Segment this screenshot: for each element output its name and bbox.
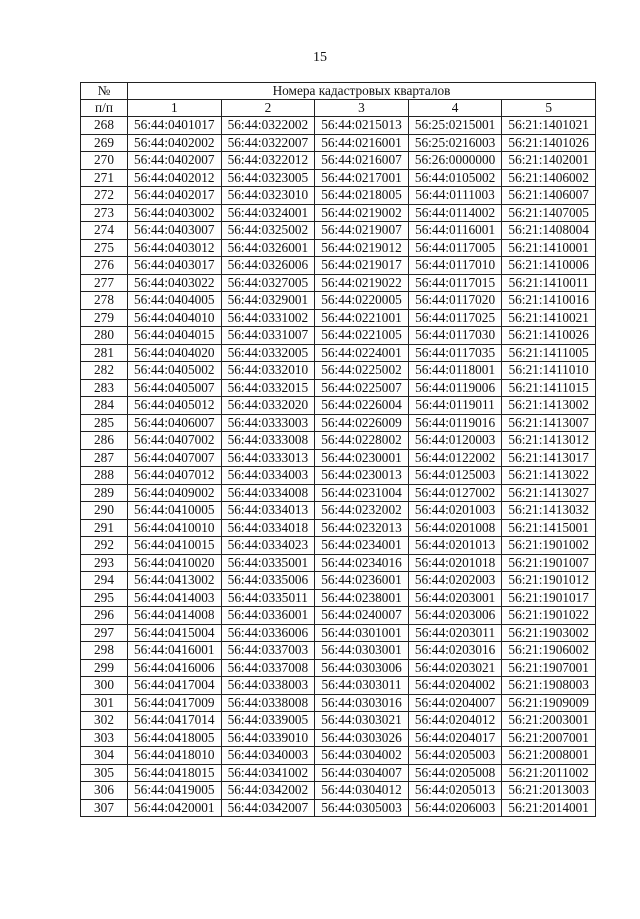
cadastral-number-cell: 56:44:0410015 (128, 537, 222, 555)
cadastral-number-cell: 56:44:0323010 (221, 187, 315, 205)
row-number-cell: 285 (81, 414, 128, 432)
cadastral-number-cell: 56:21:1411015 (502, 379, 596, 397)
row-number-cell: 294 (81, 572, 128, 590)
cadastral-number-cell: 56:21:1901017 (502, 589, 596, 607)
header-row-columns (81, 100, 596, 117)
cadastral-number-cell: 56:44:0413002 (128, 572, 222, 590)
cadastral-number-cell: 56:44:0205003 (408, 747, 502, 765)
table-row (81, 397, 596, 415)
row-number-cell: 277 (81, 274, 128, 292)
cadastral-number-cell: 56:44:0304012 (315, 782, 409, 800)
cadastral-number-cell: 56:44:0117010 (408, 257, 502, 275)
cadastral-number-cell: 56:44:0203016 (408, 642, 502, 660)
cadastral-number-cell: 56:44:0401017 (128, 117, 222, 135)
row-number-cell: 276 (81, 257, 128, 275)
cadastral-number-cell: 56:44:0105002 (408, 169, 502, 187)
cadastral-number-cell: 56:44:0416001 (128, 642, 222, 660)
row-number-cell: 296 (81, 607, 128, 625)
cadastral-number-cell: 56:44:0117035 (408, 344, 502, 362)
cadastral-number-cell: 56:44:0404005 (128, 292, 222, 310)
cadastral-number-cell: 56:44:0205013 (408, 782, 502, 800)
row-number-cell: 273 (81, 204, 128, 222)
table-row (81, 117, 596, 135)
cadastral-number-cell: 56:44:0122002 (408, 449, 502, 467)
table-row (81, 239, 596, 257)
cadastral-number-cell: 56:44:0322002 (221, 117, 315, 135)
column-number: 2 (221, 100, 315, 117)
cadastral-number-cell: 56:44:0238001 (315, 589, 409, 607)
cadastral-number-cell: 56:44:0221005 (315, 327, 409, 345)
cadastral-number-cell: 56:44:0117005 (408, 239, 502, 257)
row-number-cell: 305 (81, 764, 128, 782)
cadastral-number-cell: 56:26:0000000 (408, 152, 502, 170)
cadastral-number-cell: 56:25:0216003 (408, 134, 502, 152)
cadastral-number-cell: 56:21:1901022 (502, 607, 596, 625)
cadastral-number-cell: 56:44:0305003 (315, 799, 409, 817)
cadastral-number-cell: 56:21:1410026 (502, 327, 596, 345)
table-row (81, 432, 596, 450)
cadastral-quarters-table (80, 82, 596, 817)
cadastral-number-cell: 56:44:0303001 (315, 642, 409, 660)
table-row (81, 729, 596, 747)
table-row (81, 607, 596, 625)
cadastral-number-cell: 56:44:0403007 (128, 222, 222, 240)
row-number-cell: 272 (81, 187, 128, 205)
table-row (81, 344, 596, 362)
row-number-cell: 283 (81, 379, 128, 397)
cadastral-number-cell: 56:44:0332020 (221, 397, 315, 415)
header-pp: п/п (81, 100, 128, 117)
cadastral-number-cell: 56:44:0410010 (128, 519, 222, 537)
cadastral-number-cell: 56:21:1406007 (502, 187, 596, 205)
cadastral-number-cell: 56:44:0414003 (128, 589, 222, 607)
cadastral-number-cell: 56:21:1413017 (502, 449, 596, 467)
cadastral-number-cell: 56:44:0119011 (408, 397, 502, 415)
table-row (81, 747, 596, 765)
cadastral-number-cell: 56:44:0203001 (408, 589, 502, 607)
cadastral-number-cell: 56:44:0418005 (128, 729, 222, 747)
cadastral-number-cell: 56:44:0111003 (408, 187, 502, 205)
row-number-cell: 303 (81, 729, 128, 747)
cadastral-number-cell: 56:21:1413007 (502, 414, 596, 432)
row-number-cell: 275 (81, 239, 128, 257)
cadastral-number-cell: 56:21:1908003 (502, 677, 596, 695)
cadastral-number-cell: 56:44:0402002 (128, 134, 222, 152)
cadastral-number-cell: 56:44:0224001 (315, 344, 409, 362)
row-number-cell: 292 (81, 537, 128, 555)
table-row (81, 327, 596, 345)
table-row (81, 152, 596, 170)
cadastral-number-cell: 56:44:0326001 (221, 239, 315, 257)
table-row (81, 379, 596, 397)
cadastral-number-cell: 56:21:1413032 (502, 502, 596, 520)
row-number-cell: 279 (81, 309, 128, 327)
row-number-cell: 301 (81, 694, 128, 712)
row-number-cell: 293 (81, 554, 128, 572)
table-row (81, 309, 596, 327)
table-row (81, 222, 596, 240)
row-number-cell: 297 (81, 624, 128, 642)
cadastral-number-cell: 56:44:0403002 (128, 204, 222, 222)
cadastral-number-cell: 56:44:0225007 (315, 379, 409, 397)
cadastral-number-cell: 56:44:0217001 (315, 169, 409, 187)
table-row (81, 467, 596, 485)
row-number-cell: 269 (81, 134, 128, 152)
row-number-cell: 291 (81, 519, 128, 537)
table-row (81, 694, 596, 712)
cadastral-number-cell: 56:44:0232013 (315, 519, 409, 537)
cadastral-number-cell: 56:44:0334008 (221, 484, 315, 502)
cadastral-number-cell: 56:44:0341002 (221, 764, 315, 782)
cadastral-number-cell: 56:44:0409002 (128, 484, 222, 502)
cadastral-number-cell: 56:21:1410011 (502, 274, 596, 292)
header-cadastral-quarters: Номера кадастровых кварталов (128, 83, 596, 100)
table-row (81, 589, 596, 607)
cadastral-number-cell: 56:21:1901002 (502, 537, 596, 555)
cadastral-number-cell: 56:21:2007001 (502, 729, 596, 747)
table-row (81, 292, 596, 310)
cadastral-number-cell: 56:44:0333008 (221, 432, 315, 450)
cadastral-number-cell: 56:44:0326006 (221, 257, 315, 275)
cadastral-number-cell: 56:44:0338003 (221, 677, 315, 695)
cadastral-number-cell: 56:44:0331002 (221, 309, 315, 327)
header-row-group (81, 83, 596, 100)
table-row (81, 519, 596, 537)
cadastral-number-cell: 56:44:0216001 (315, 134, 409, 152)
cadastral-number-cell: 56:44:0332010 (221, 362, 315, 380)
cadastral-number-cell: 56:44:0405007 (128, 379, 222, 397)
cadastral-number-cell: 56:44:0204007 (408, 694, 502, 712)
table-row (81, 449, 596, 467)
row-number-cell: 300 (81, 677, 128, 695)
table-row (81, 572, 596, 590)
table-row (81, 187, 596, 205)
cadastral-number-cell: 56:44:0405012 (128, 397, 222, 415)
cadastral-number-cell: 56:44:0234001 (315, 537, 409, 555)
page-number: 15 (313, 50, 327, 65)
cadastral-number-cell: 56:44:0116001 (408, 222, 502, 240)
cadastral-number-cell: 56:44:0410005 (128, 502, 222, 520)
cadastral-number-cell: 56:44:0219022 (315, 274, 409, 292)
cadastral-number-cell: 56:44:0403022 (128, 274, 222, 292)
cadastral-number-cell: 56:44:0219002 (315, 204, 409, 222)
cadastral-number-cell: 56:44:0117030 (408, 327, 502, 345)
cadastral-number-cell: 56:21:2003001 (502, 712, 596, 730)
cadastral-number-cell: 56:44:0337003 (221, 642, 315, 660)
cadastral-number-cell: 56:44:0120003 (408, 432, 502, 450)
cadastral-number-cell: 56:44:0201018 (408, 554, 502, 572)
cadastral-number-cell: 56:44:0417009 (128, 694, 222, 712)
cadastral-number-cell: 56:44:0220005 (315, 292, 409, 310)
cadastral-number-cell: 56:44:0332015 (221, 379, 315, 397)
row-number-cell: 287 (81, 449, 128, 467)
cadastral-number-cell: 56:44:0336001 (221, 607, 315, 625)
cadastral-number-cell: 56:44:0417014 (128, 712, 222, 730)
cadastral-number-cell: 56:44:0201003 (408, 502, 502, 520)
cadastral-number-cell: 56:44:0404020 (128, 344, 222, 362)
cadastral-number-cell: 56:44:0329001 (221, 292, 315, 310)
cadastral-number-cell: 56:44:0231004 (315, 484, 409, 502)
cadastral-number-cell: 56:44:0226009 (315, 414, 409, 432)
cadastral-number-cell: 56:44:0226004 (315, 397, 409, 415)
row-number-cell: 268 (81, 117, 128, 135)
cadastral-number-cell: 56:44:0340003 (221, 747, 315, 765)
cadastral-number-cell: 56:44:0234016 (315, 554, 409, 572)
cadastral-number-cell: 56:44:0336006 (221, 624, 315, 642)
table-row (81, 659, 596, 677)
cadastral-number-cell: 56:44:0218005 (315, 187, 409, 205)
column-number: 4 (408, 100, 502, 117)
row-number-cell: 278 (81, 292, 128, 310)
cadastral-number-cell: 56:21:1411010 (502, 362, 596, 380)
cadastral-number-cell: 56:44:0117020 (408, 292, 502, 310)
cadastral-number-cell: 56:44:0303006 (315, 659, 409, 677)
cadastral-number-cell: 56:44:0203021 (408, 659, 502, 677)
cadastral-number-cell: 56:44:0204017 (408, 729, 502, 747)
cadastral-number-cell: 56:44:0322012 (221, 152, 315, 170)
cadastral-number-cell: 56:44:0219007 (315, 222, 409, 240)
cadastral-number-cell: 56:44:0117025 (408, 309, 502, 327)
column-number: 3 (315, 100, 409, 117)
cadastral-number-cell: 56:21:2008001 (502, 747, 596, 765)
cadastral-number-cell: 56:21:2014001 (502, 799, 596, 817)
cadastral-number-cell: 56:44:0125003 (408, 467, 502, 485)
table-row (81, 642, 596, 660)
cadastral-number-cell: 56:44:0419005 (128, 782, 222, 800)
cadastral-number-cell: 56:21:1909009 (502, 694, 596, 712)
cadastral-number-cell: 56:44:0201008 (408, 519, 502, 537)
cadastral-number-cell: 56:44:0339010 (221, 729, 315, 747)
row-number-cell: 307 (81, 799, 128, 817)
cadastral-number-cell: 56:44:0303021 (315, 712, 409, 730)
cadastral-number-cell: 56:21:1903002 (502, 624, 596, 642)
cadastral-number-cell: 56:44:0127002 (408, 484, 502, 502)
cadastral-number-cell: 56:44:0342002 (221, 782, 315, 800)
cadastral-number-cell: 56:44:0228002 (315, 432, 409, 450)
cadastral-number-cell: 56:44:0337008 (221, 659, 315, 677)
cadastral-number-cell: 56:21:2011002 (502, 764, 596, 782)
cadastral-number-cell: 56:21:1410016 (502, 292, 596, 310)
cadastral-number-cell: 56:44:0119016 (408, 414, 502, 432)
cadastral-number-cell: 56:21:1408004 (502, 222, 596, 240)
table-row (81, 134, 596, 152)
row-number-cell: 274 (81, 222, 128, 240)
column-number: 1 (128, 100, 222, 117)
cadastral-number-cell: 56:21:1410021 (502, 309, 596, 327)
cadastral-number-cell: 56:21:2013003 (502, 782, 596, 800)
cadastral-number-cell: 56:44:0418015 (128, 764, 222, 782)
cadastral-number-cell: 56:44:0230013 (315, 467, 409, 485)
cadastral-number-cell: 56:44:0335006 (221, 572, 315, 590)
table-body (81, 117, 596, 817)
cadastral-number-cell: 56:25:0215001 (408, 117, 502, 135)
cadastral-number-cell: 56:44:0240007 (315, 607, 409, 625)
cadastral-number-cell: 56:44:0420001 (128, 799, 222, 817)
cadastral-number-cell: 56:21:1415001 (502, 519, 596, 537)
table-row (81, 414, 596, 432)
table-row (81, 799, 596, 817)
row-number-cell: 281 (81, 344, 128, 362)
cadastral-number-cell: 56:44:0417004 (128, 677, 222, 695)
cadastral-number-cell: 56:44:0402007 (128, 152, 222, 170)
cadastral-number-cell: 56:21:1402001 (502, 152, 596, 170)
row-number-cell: 298 (81, 642, 128, 660)
cadastral-number-cell: 56:21:1411005 (502, 344, 596, 362)
cadastral-number-cell: 56:44:0332005 (221, 344, 315, 362)
cadastral-number-cell: 56:44:0201013 (408, 537, 502, 555)
row-number-cell: 295 (81, 589, 128, 607)
table-row (81, 554, 596, 572)
cadastral-number-cell: 56:44:0303011 (315, 677, 409, 695)
row-number-cell: 284 (81, 397, 128, 415)
row-number-cell: 280 (81, 327, 128, 345)
cadastral-number-cell: 56:44:0206003 (408, 799, 502, 817)
cadastral-number-cell: 56:21:1406002 (502, 169, 596, 187)
table-row (81, 782, 596, 800)
cadastral-number-cell: 56:44:0410020 (128, 554, 222, 572)
table-row (81, 677, 596, 695)
cadastral-number-cell: 56:44:0334013 (221, 502, 315, 520)
cadastral-number-cell: 56:44:0117015 (408, 274, 502, 292)
cadastral-number-cell: 56:44:0114002 (408, 204, 502, 222)
cadastral-number-cell: 56:44:0225002 (315, 362, 409, 380)
cadastral-number-cell: 56:44:0402012 (128, 169, 222, 187)
cadastral-number-cell: 56:44:0334018 (221, 519, 315, 537)
table-row (81, 274, 596, 292)
cadastral-number-cell: 56:44:0404010 (128, 309, 222, 327)
cadastral-number-cell: 56:44:0304002 (315, 747, 409, 765)
cadastral-number-cell: 56:44:0334003 (221, 467, 315, 485)
table-row (81, 484, 596, 502)
cadastral-number-cell: 56:44:0405002 (128, 362, 222, 380)
cadastral-number-cell: 56:21:1413012 (502, 432, 596, 450)
cadastral-number-cell: 56:44:0236001 (315, 572, 409, 590)
cadastral-number-cell: 56:44:0327005 (221, 274, 315, 292)
cadastral-number-cell: 56:21:1410001 (502, 239, 596, 257)
cadastral-number-cell: 56:44:0303026 (315, 729, 409, 747)
cadastral-number-cell: 56:21:1907001 (502, 659, 596, 677)
cadastral-number-cell: 56:44:0342007 (221, 799, 315, 817)
cadastral-number-cell: 56:44:0407012 (128, 467, 222, 485)
cadastral-number-cell: 56:44:0333013 (221, 449, 315, 467)
cadastral-number-cell: 56:44:0406007 (128, 414, 222, 432)
table-row (81, 624, 596, 642)
cadastral-number-cell: 56:21:1413002 (502, 397, 596, 415)
cadastral-number-cell: 56:21:1413027 (502, 484, 596, 502)
cadastral-number-cell: 56:44:0331007 (221, 327, 315, 345)
cadastral-number-cell: 56:21:1906002 (502, 642, 596, 660)
row-number-cell: 299 (81, 659, 128, 677)
cadastral-number-cell: 56:44:0230001 (315, 449, 409, 467)
cadastral-number-cell: 56:21:1401026 (502, 134, 596, 152)
table-row (81, 169, 596, 187)
table-row (81, 204, 596, 222)
cadastral-number-cell: 56:44:0204002 (408, 677, 502, 695)
cadastral-number-cell: 56:44:0219012 (315, 239, 409, 257)
cadastral-number-cell: 56:44:0414008 (128, 607, 222, 625)
header-number-sign: № (81, 83, 128, 100)
cadastral-number-cell: 56:44:0216007 (315, 152, 409, 170)
row-number-cell: 270 (81, 152, 128, 170)
cadastral-number-cell: 56:44:0119006 (408, 379, 502, 397)
cadastral-number-cell: 56:44:0403012 (128, 239, 222, 257)
cadastral-number-cell: 56:44:0339005 (221, 712, 315, 730)
cadastral-number-cell: 56:44:0304007 (315, 764, 409, 782)
cadastral-number-cell: 56:44:0335011 (221, 589, 315, 607)
cadastral-number-cell: 56:44:0215013 (315, 117, 409, 135)
cadastral-number-cell: 56:44:0232002 (315, 502, 409, 520)
row-number-cell: 290 (81, 502, 128, 520)
cadastral-number-cell: 56:44:0407002 (128, 432, 222, 450)
row-number-cell: 289 (81, 484, 128, 502)
row-number-cell: 302 (81, 712, 128, 730)
cadastral-number-cell: 56:44:0205008 (408, 764, 502, 782)
cadastral-number-cell: 56:44:0335001 (221, 554, 315, 572)
cadastral-number-cell: 56:44:0334023 (221, 537, 315, 555)
cadastral-number-cell: 56:44:0301001 (315, 624, 409, 642)
cadastral-number-cell: 56:21:1410006 (502, 257, 596, 275)
cadastral-number-cell: 56:44:0118001 (408, 362, 502, 380)
table-row (81, 712, 596, 730)
cadastral-number-cell: 56:21:1901012 (502, 572, 596, 590)
cadastral-number-cell: 56:44:0204012 (408, 712, 502, 730)
cadastral-number-cell: 56:44:0325002 (221, 222, 315, 240)
cadastral-number-cell: 56:21:1407005 (502, 204, 596, 222)
row-number-cell: 286 (81, 432, 128, 450)
cadastral-number-cell: 56:44:0416006 (128, 659, 222, 677)
cadastral-number-cell: 56:44:0323005 (221, 169, 315, 187)
cadastral-number-cell: 56:44:0415004 (128, 624, 222, 642)
cadastral-number-cell: 56:21:1901007 (502, 554, 596, 572)
cadastral-number-cell: 56:44:0322007 (221, 134, 315, 152)
table-row (81, 257, 596, 275)
cadastral-number-cell: 56:21:1413022 (502, 467, 596, 485)
row-number-cell: 306 (81, 782, 128, 800)
table-row (81, 502, 596, 520)
row-number-cell: 282 (81, 362, 128, 380)
cadastral-number-cell: 56:44:0203011 (408, 624, 502, 642)
cadastral-number-cell: 56:21:1401021 (502, 117, 596, 135)
table-row (81, 362, 596, 380)
cadastral-number-cell: 56:44:0324001 (221, 204, 315, 222)
cadastral-number-cell: 56:44:0333003 (221, 414, 315, 432)
cadastral-number-cell: 56:44:0402017 (128, 187, 222, 205)
cadastral-number-cell: 56:44:0407007 (128, 449, 222, 467)
table-row (81, 537, 596, 555)
row-number-cell: 271 (81, 169, 128, 187)
table-row (81, 764, 596, 782)
cadastral-number-cell: 56:44:0338008 (221, 694, 315, 712)
cadastral-number-cell: 56:44:0418010 (128, 747, 222, 765)
row-number-cell: 288 (81, 467, 128, 485)
cadastral-number-cell: 56:44:0203006 (408, 607, 502, 625)
cadastral-number-cell: 56:44:0404015 (128, 327, 222, 345)
cadastral-number-cell: 56:44:0219017 (315, 257, 409, 275)
column-number: 5 (502, 100, 596, 117)
cadastral-number-cell: 56:44:0221001 (315, 309, 409, 327)
cadastral-number-cell: 56:44:0403017 (128, 257, 222, 275)
cadastral-number-cell: 56:44:0303016 (315, 694, 409, 712)
row-number-cell: 304 (81, 747, 128, 765)
cadastral-number-cell: 56:44:0202003 (408, 572, 502, 590)
